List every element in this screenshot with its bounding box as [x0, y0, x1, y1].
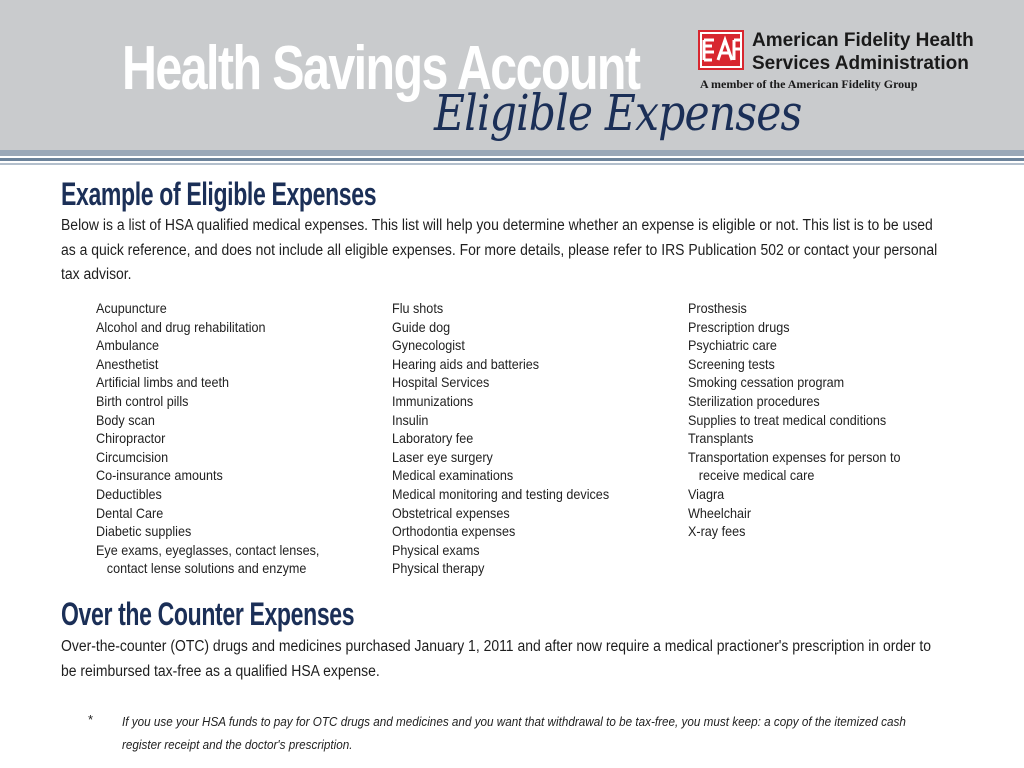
company-name-line1: American Fidelity Health	[752, 30, 974, 51]
eligible-intro-line: tax advisor.	[61, 266, 132, 283]
list-item: Physical exams	[392, 541, 480, 558]
list-item: Co-insurance amounts	[96, 467, 223, 484]
company-name-line2: Services Administration	[752, 53, 969, 74]
header-divider-stripe	[0, 150, 1024, 156]
list-item: Circumcision	[96, 448, 169, 465]
list-item: Hospital Services	[392, 374, 490, 391]
eligible-list-col1	[96, 299, 344, 578]
list-item: Hearing aids and batteries	[392, 355, 540, 372]
eligible-heading: Example of Eligible Expenses	[61, 176, 377, 212]
list-item: Sterilization procedures	[688, 392, 820, 409]
list-item: Physical therapy	[392, 560, 485, 577]
list-item: Guide dog	[392, 318, 451, 335]
eligible-list-col3	[688, 299, 924, 541]
list-item: Artificial limbs and teeth	[96, 374, 230, 391]
otc-intro-line: Over-the-counter (OTC) drugs and medicines purchased January 1, 2011 and after now require a medical practioner's prescription in order to	[61, 638, 932, 655]
otc-heading: Over the Counter Expenses	[61, 596, 355, 632]
eligible-intro	[61, 214, 970, 288]
list-item: Insulin	[392, 411, 429, 428]
header-divider-stripe	[0, 163, 1024, 165]
list-item: Viagra	[688, 485, 725, 502]
list-item: Psychiatric care	[688, 337, 777, 354]
list-item: Screening tests	[688, 355, 775, 372]
list-item: Chiropractor	[96, 430, 166, 447]
list-item: Prosthesis	[688, 300, 747, 316]
list-item: Dental Care	[96, 504, 164, 521]
list-item: X-ray fees	[688, 523, 746, 540]
otc-note-line: register receipt and the doctor's prescription.	[122, 737, 353, 752]
list-item: Eye exams, eyeglasses, contact lenses,	[96, 541, 320, 558]
otc-note-line: If you use your HSA funds to pay for OTC drugs and medicines and you want that withdrawal to be tax-free, you must keep: a copy of the itemized cash	[122, 714, 906, 729]
list-item: Medical examinations	[392, 467, 514, 484]
list-item: Anesthetist	[96, 355, 159, 372]
list-item: Diabetic supplies	[96, 523, 192, 540]
company-logo-icon	[698, 30, 744, 70]
list-item: Alcohol and drug rehabilitation	[96, 318, 266, 335]
page-title: Health Savings Account	[122, 34, 640, 103]
list-item: Body scan	[96, 411, 155, 428]
list-item: Medical monitoring and testing devices	[392, 485, 610, 502]
header-divider-stripe	[0, 158, 1024, 161]
page-subtitle: Eligible Expenses	[434, 84, 802, 142]
otc-note	[122, 710, 968, 756]
otc-intro-line: be reimbursed tax-free as a qualified HSA expense.	[61, 662, 380, 680]
list-item: Transplants	[688, 430, 754, 447]
list-item: Gynecologist	[392, 337, 465, 354]
company-member-line: A member of the American Fidelity Group	[700, 77, 918, 91]
list-item: Wheelchair	[688, 504, 752, 521]
list-item: Ambulance	[96, 337, 160, 354]
list-item: Flu shots	[392, 300, 444, 316]
list-item: Acupuncture	[96, 300, 167, 316]
list-item: Prescription drugs	[688, 318, 790, 335]
list-item: Transportation expenses for person to	[688, 448, 901, 465]
list-item: Deductibles	[96, 485, 162, 502]
list-item: Smoking cessation program	[688, 374, 845, 391]
list-item: contact lense solutions and enzyme	[106, 560, 307, 577]
list-item: Orthodontia expenses	[392, 523, 516, 540]
otc-intro	[61, 635, 970, 684]
list-item: Obstetrical expenses	[392, 504, 510, 521]
list-item: Supplies to treat medical conditions	[688, 411, 887, 428]
eligible-intro-line: Below is a list of HSA qualified medical expenses. This list will help you determine whether an expense is eligible or not. This list is to be used	[61, 217, 933, 234]
eligible-intro-line: as a quick reference, and does not include all eligible expenses. For more details, please refer to IRS Publication 502 or contact your personal	[61, 241, 938, 259]
bullet-marker: *	[88, 712, 94, 727]
list-item: Birth control pills	[96, 392, 189, 409]
list-item: receive medical care	[698, 467, 815, 484]
list-item: Laboratory fee	[392, 430, 474, 447]
list-item: Immunizations	[392, 392, 474, 409]
list-item: Laser eye surgery	[392, 448, 493, 465]
eligible-list-col2	[392, 299, 633, 578]
